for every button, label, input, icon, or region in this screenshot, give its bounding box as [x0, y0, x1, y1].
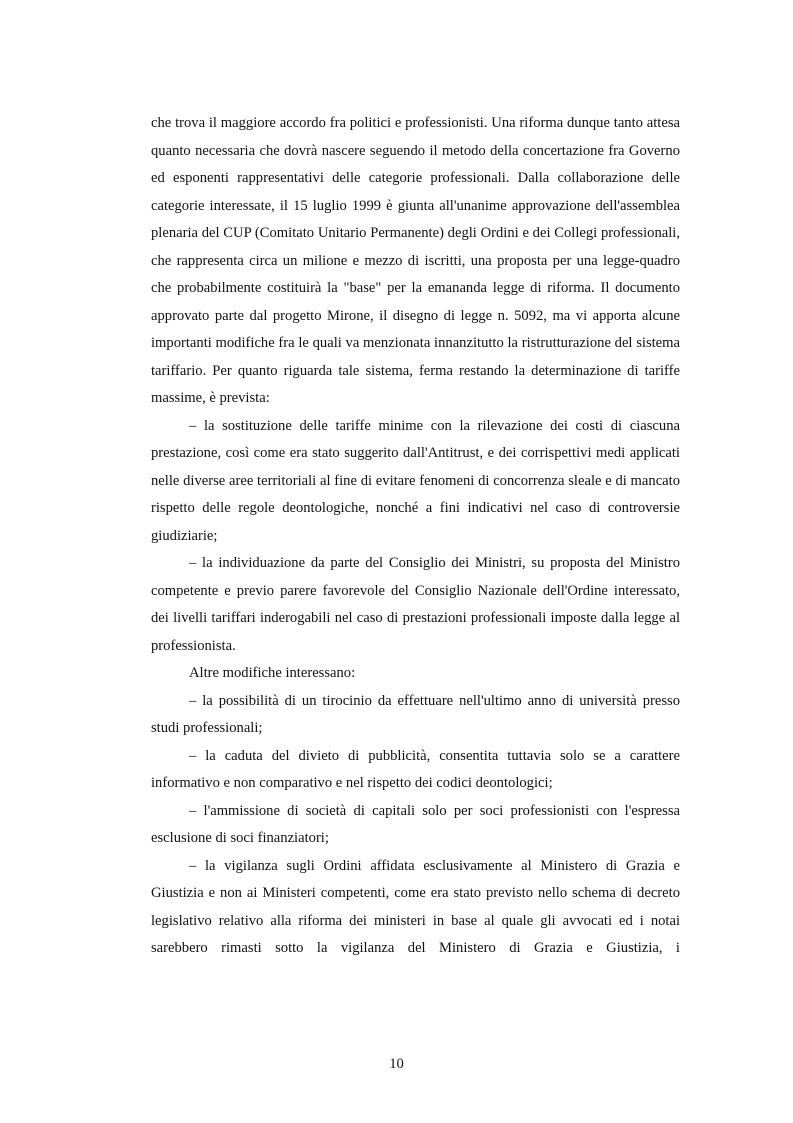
paragraph-vigilanza: – la vigilanza sugli Ordini affidata esclusivamente al Ministero di Grazia e Giustizia e non ai Ministeri competenti, come era stato previsto nello schema di decreto legislativo relativo alla riforma dei ministeri in base al quale gli avvocati ed i notai sarebbero rimasti sotto la vigilanza del Ministero di Grazia e Giustizia, i	[151, 857, 680, 956]
paragraph-tirocinio: – la possibilità di un tirocinio da effettuare nell'ultimo anno di università presso studi professionali;	[151, 692, 680, 736]
paragraph-tariffe-minime: – la sostituzione delle tariffe minime con la rilevazione dei costi di ciascuna prestazione, così come era stato suggerito dall'Antitrust, e dei corrispettivi medi applicati nelle diverse aree territoriali al fine di evitare fenomeni di concorrenza sleale e di mancato rispetto delle regole deontologiche, nonché a fini indicativi nel caso di controversie giudiziarie;	[151, 417, 680, 544]
paragraph-societa-capitali: – l'ammissione di società di capitali solo per soci professionisti con l'espressa esclusione di soci finanziatori;	[151, 802, 680, 846]
body-text	[151, 110, 680, 963]
paragraph-pubblicita: – la caduta del divieto di pubblicità, consentita tuttavia solo se a carattere informativo e non comparativo e nel rispetto dei codici deontologici;	[151, 747, 680, 791]
page-number: 10	[389, 1056, 404, 1072]
paragraph-livelli-tariffari: – la individuazione da parte del Consiglio dei Ministri, su proposta del Ministro competente e previo parere favorevole del Consiglio Nazionale dell'Ordine interessato, dei livelli tariffari inderogabili nel caso di prestazioni professionali imposte dalla legge al professionista.	[151, 555, 680, 654]
paragraph-altre-modifiche: Altre modifiche interessano:	[189, 665, 356, 681]
paragraph-intro: che trova il maggiore accordo fra politici e professionisti. Una riforma dunque tanto attesa quanto necessaria che dovrà nascere seguendo il metodo della concertazione fra Governo ed esponenti rappresentativi delle categorie professionali. Dalla collaborazione delle categorie interessate, il 15 luglio 1999 è giunta all'unanime approvazione dell'assemblea plenaria del CUP (Comitato Unitario Permanente) degli Ordini e dei Collegi professionali, che rappresenta circa un milione e mezzo di iscritti, una proposta per una legge-quadro che probabilmente costituirà la "base" per la emananda legge di riforma. Il documento approvato parte dal progetto Mirone, il disegno di legge n. 5092, ma vi apporta alcune importanti modifiche fra le quali va menzionata innanzitutto la ristrutturazione del sistema tariffario. Per quanto riguarda tale sistema, ferma restando la determinazione di tariffe massime, è prevista:	[151, 115, 680, 406]
